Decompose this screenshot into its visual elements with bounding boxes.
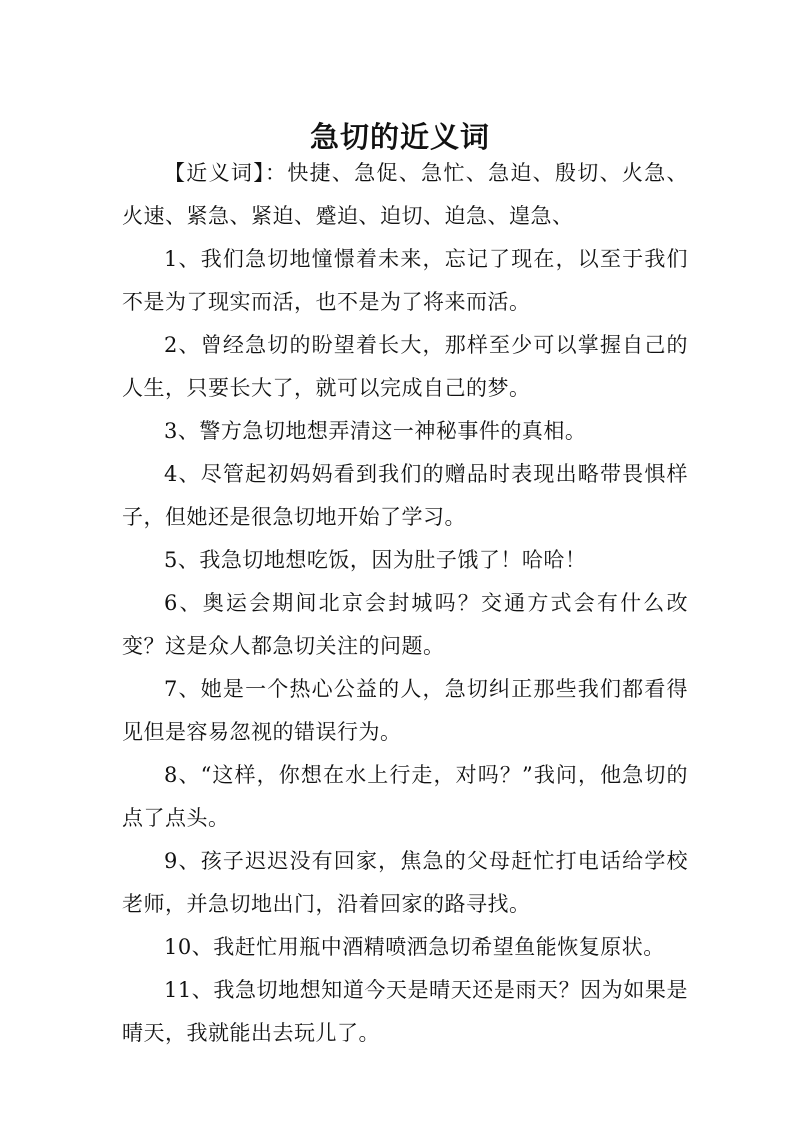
example-sentence-5: 5、我急切地想吃饭，因为肚子饿了！哈哈！: [164, 548, 587, 572]
example-sentence-11: 11、我急切地想知道今天是晴天还是雨天？因为如果是晴天，我就能出去玩儿了。: [122, 978, 688, 1045]
example-sentence-6: 6、奥运会期间北京会封城吗？交通方式会有什么改变？这是众人都急切关注的问题。: [122, 591, 688, 658]
example-sentence-2: 2、曾经急切的盼望着长大，那样至少可以掌握自己的人生，只要长大了，就可以完成自己的梦。: [122, 333, 688, 400]
document-body: [122, 152, 688, 1055]
example-sentence-10: 10、我赶忙用瓶中酒精喷洒急切希望鱼能恢复原状。: [164, 935, 665, 959]
synonyms-paragraph: 【近义词】：快捷、急促、急忙、急迫、殷切、火急、火速、紧急、紧迫、蹙迫、迫切、迫急、遑急、: [122, 161, 688, 228]
example-sentence-4: 4、尽管起初妈妈看到我们的赠品时表现出略带畏惧样子，但她还是很急切地开始了学习。: [122, 462, 688, 529]
example-sentence-9: 9、孩子迟迟没有回家，焦急的父母赶忙打电话给学校老师，并急切地出门，沿着回家的路寻找。: [122, 849, 688, 916]
example-sentence-8: 8、“这样，你想在水上行走，对吗？”我问，他急切的点了点头。: [122, 763, 688, 830]
example-sentence-3: 3、警方急切地想弄清这一神秘事件的真相。: [164, 419, 587, 443]
page-title: 急切的近义词: [309, 120, 490, 155]
example-sentence-1: 1、我们急切地憧憬着未来，忘记了现在，以至于我们不是为了现实而活，也不是为了将来而活。: [122, 247, 688, 314]
example-sentence-7: 7、她是一个热心公益的人，急切纠正那些我们都看得见但是容易忽视的错误行为。: [122, 677, 688, 744]
